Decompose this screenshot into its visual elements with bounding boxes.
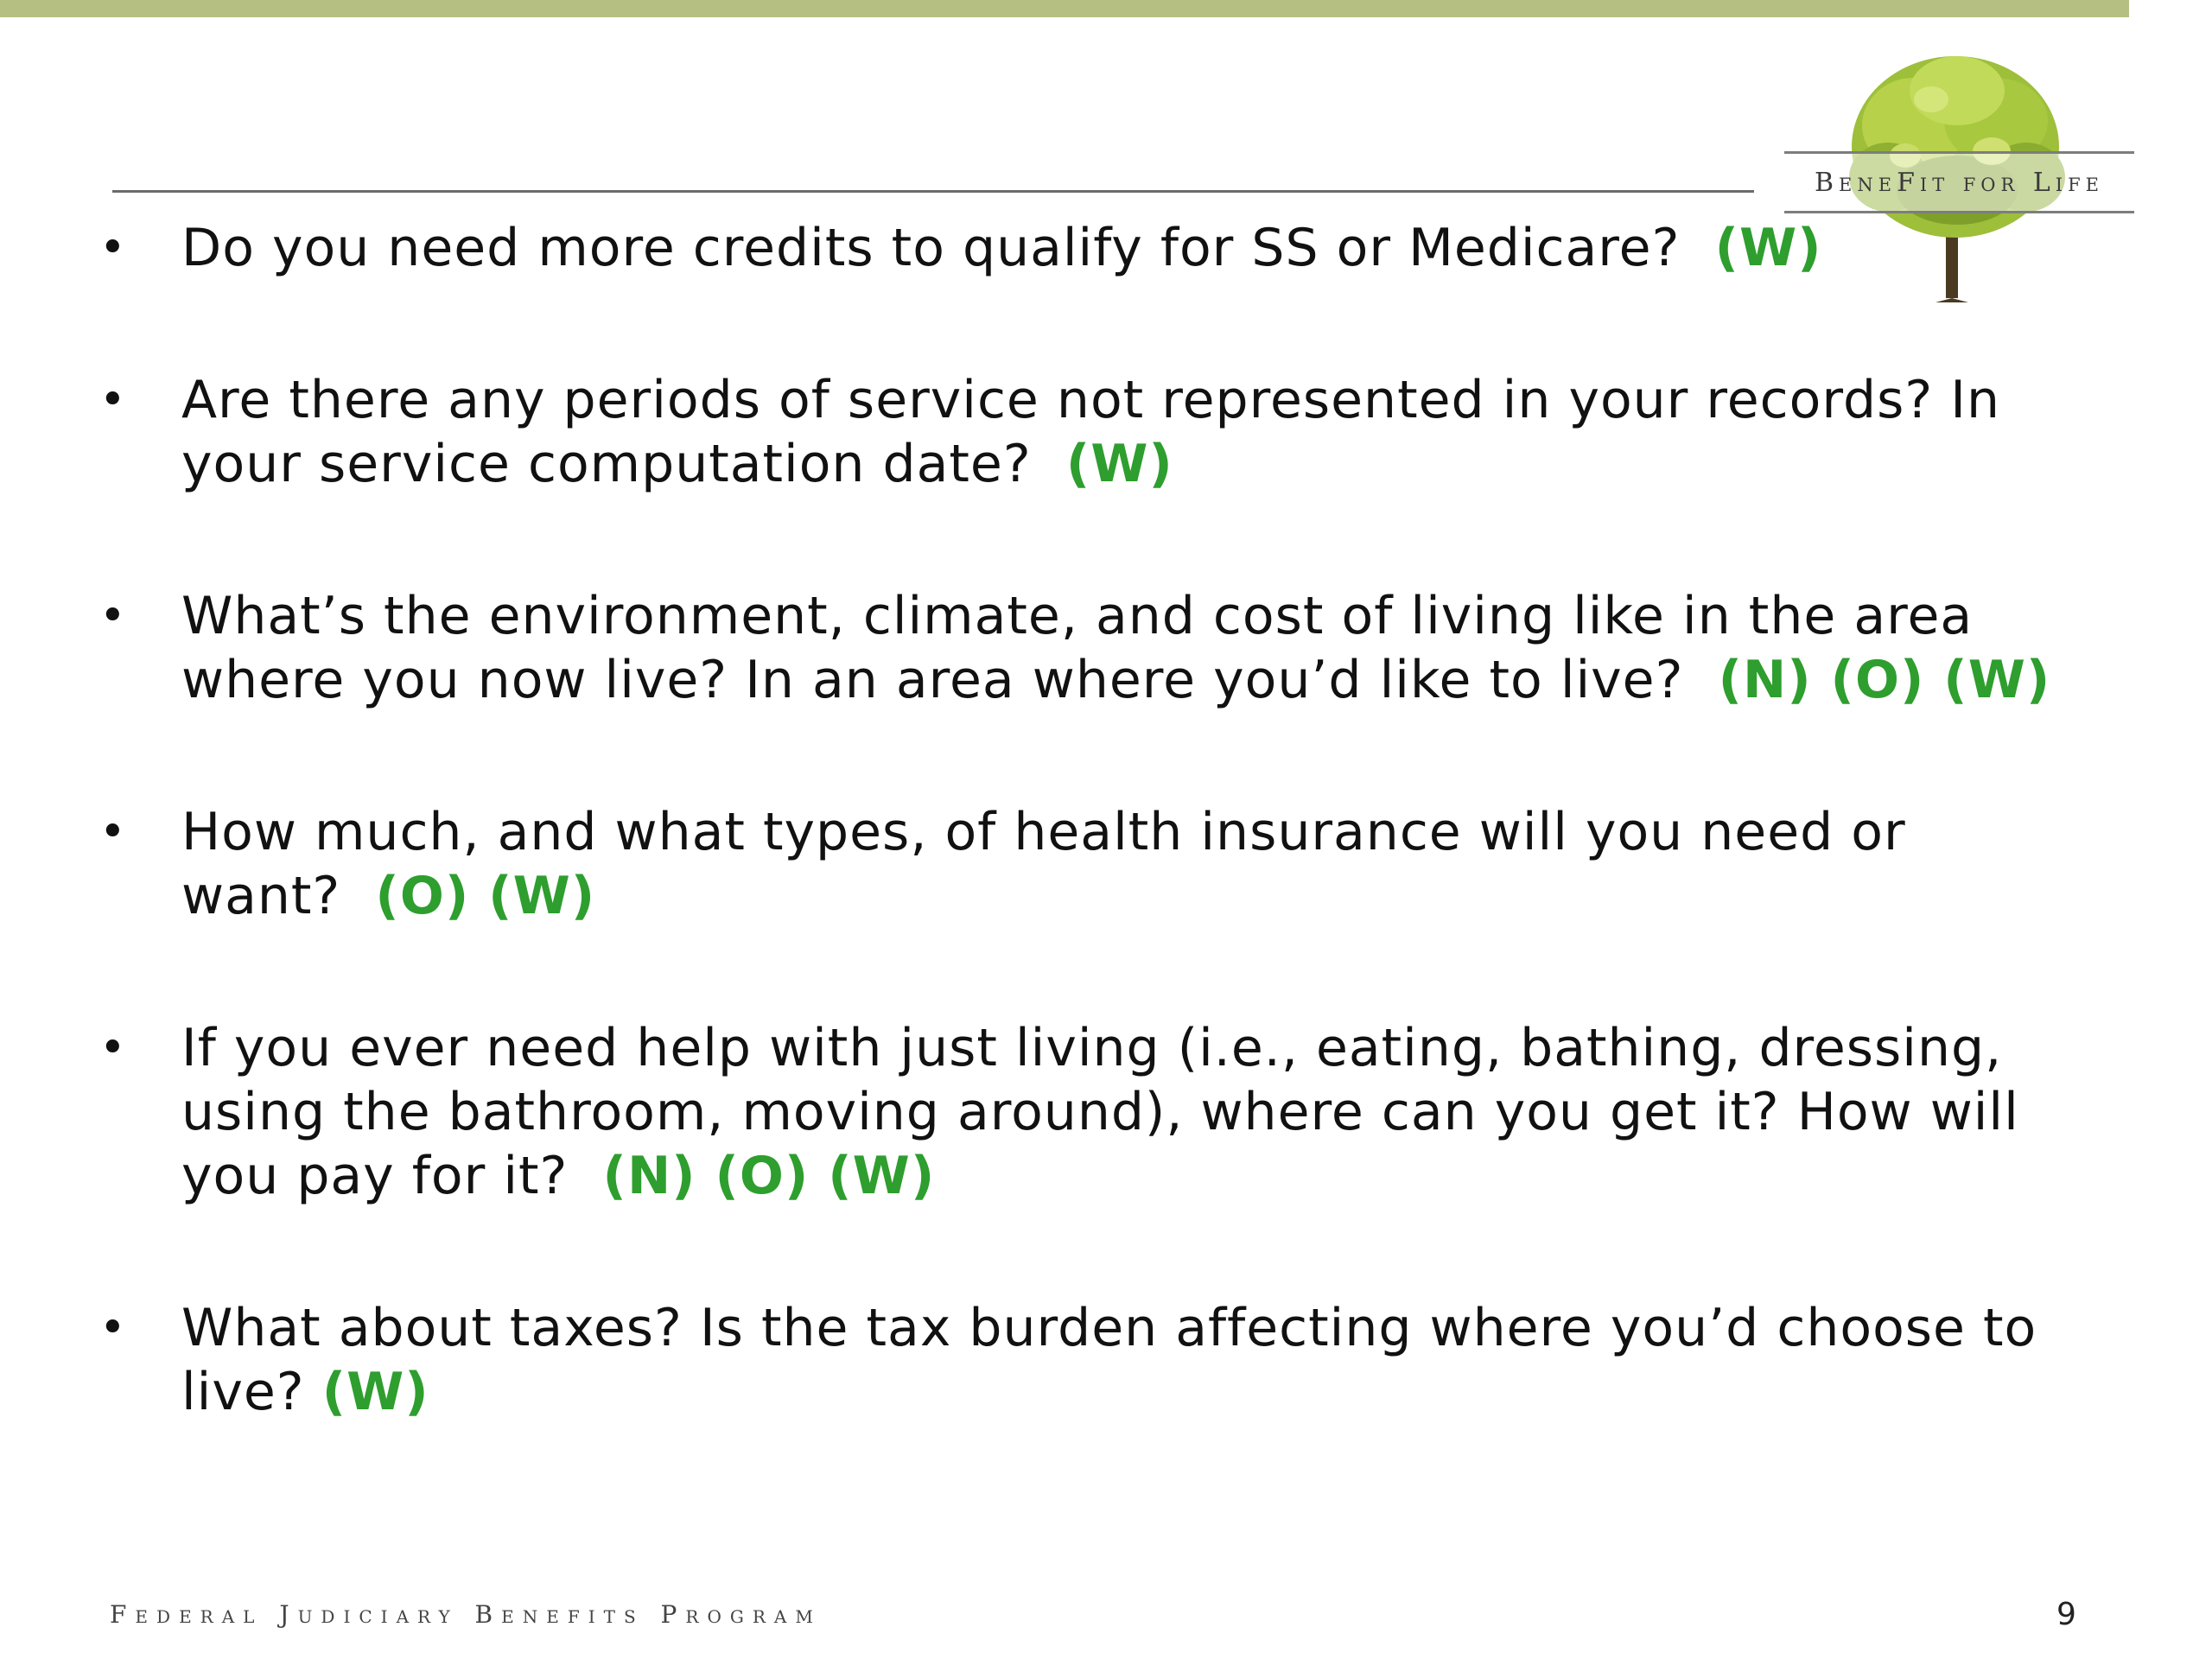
logo-text: BeneFit for Life [1784, 151, 2134, 213]
list-item [95, 584, 2100, 712]
list-item [95, 1016, 2100, 1208]
category-codes: (N) (O) (W) [602, 1146, 936, 1206]
bullet-icon: • [99, 590, 127, 642]
bullet-icon: • [99, 222, 127, 274]
category-codes: (W) [1065, 434, 1173, 494]
question-text: What about taxes? Is the tax burden affecting where you’d choose to live? [181, 1298, 2037, 1422]
bullet-icon: • [99, 1022, 127, 1074]
question-text: Are there any periods of service not represented in your records? In your service computation date? [181, 370, 2000, 494]
list-item [95, 800, 2100, 928]
list-item [95, 216, 2100, 280]
top-accent-bar [0, 0, 2129, 17]
question-text: If you ever need help with just living (i.e., eating, bathing, dressing, using the bathroom, moving around), where can you get it? How will you pay for it? [181, 1018, 2019, 1206]
bullet-icon: • [99, 374, 127, 426]
page-number: 9 [2056, 1597, 2076, 1632]
question-text: How much, and what types, of health insurance will you need or want? [181, 802, 1906, 926]
question-text: What’s the environment, climate, and cost of living like in the area where you now live? In an area where you’d like to live? [181, 586, 1974, 710]
category-codes: (O) (W) [375, 866, 596, 926]
list-item [95, 1296, 2100, 1424]
category-codes: (W) [321, 1362, 429, 1422]
bullet-icon: • [99, 1302, 127, 1354]
category-codes: (N) (O) (W) [1718, 650, 2051, 710]
question-text: Do you need more credits to qualify for SS or Medicare? [181, 218, 1681, 278]
header-divider [112, 190, 1754, 193]
category-codes: (W) [1714, 218, 1822, 278]
question-list [95, 216, 2100, 1424]
bullet-icon: • [99, 806, 127, 858]
footer-program-name: Federal Judiciary Benefits Program [110, 1600, 822, 1629]
list-item [95, 368, 2100, 496]
